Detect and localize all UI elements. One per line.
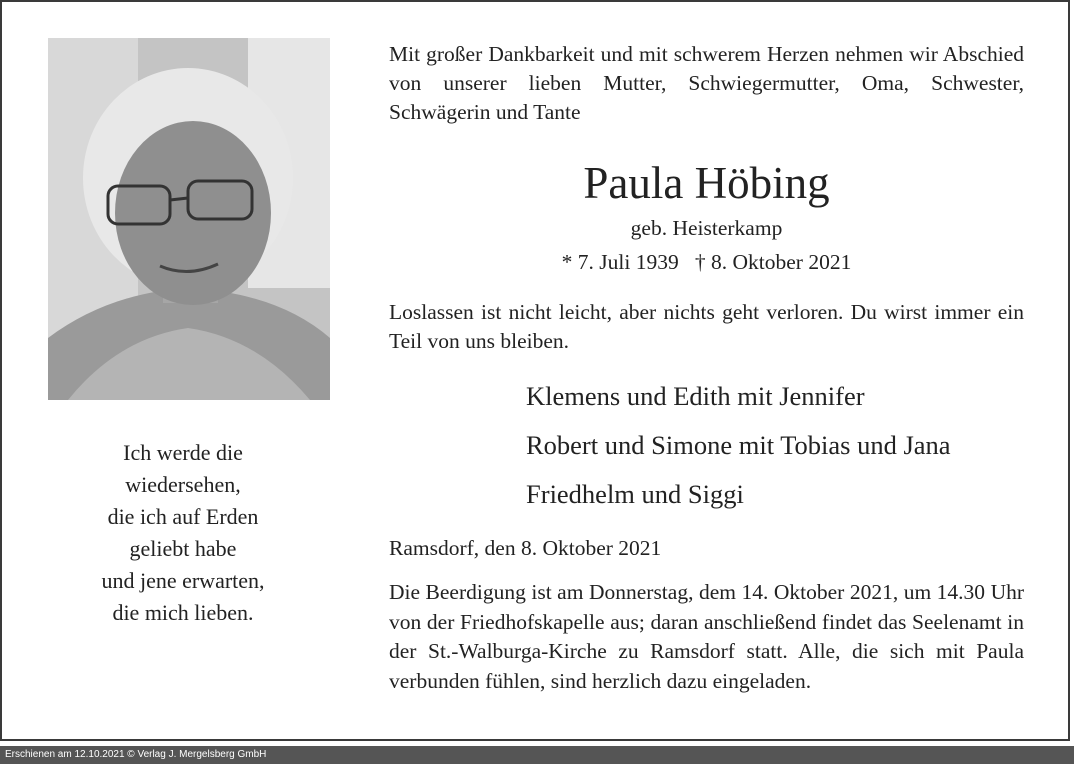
place-date: Ramsdorf, den 8. Oktober 2021 <box>389 536 662 560</box>
life-dates <box>389 248 1024 276</box>
quote-text: Loslassen ist nicht leicht, aber nichts geht verloren. Du wirst immer ein Teil von uns bleiben. <box>389 300 1024 353</box>
portrait-photo <box>48 38 330 400</box>
birth-date: * 7. Juli 1939 <box>561 250 679 274</box>
burial-info: Die Beerdigung ist am Donnerstag, dem 14. Oktober 2021, um 14.30 Uhr von der Friedhofskapelle aus; daran anschließend findet das Seelenamt in der St.-Walburga-Kirche zu Ramsdorf statt. Alle, die sich mit Paula verbunden fühlen, sind herzlich dazu eingeladen. <box>389 580 1024 693</box>
death-date: † 8. Oktober 2021 <box>694 250 852 274</box>
poem-line: die mich lieben. <box>112 600 254 625</box>
deceased-name: Paula Höbing <box>583 158 830 208</box>
poem-line: geliebt habe <box>129 536 237 561</box>
family-member: Robert und Simone mit Tobias und Jana <box>526 430 951 460</box>
family-member: Friedhelm und Siggi <box>526 479 744 509</box>
family-list <box>526 372 951 519</box>
poem-line: Ich werde die <box>123 440 243 465</box>
family-member: Klemens und Edith mit Jennifer <box>526 381 865 411</box>
poem-line: und jene erwarten, <box>101 568 265 593</box>
poem-line: die ich auf Erden <box>107 504 259 529</box>
intro-text: Mit großer Dankbarkeit und mit schwerem Herzen nehmen wir Abschied von unserer lieben Mutter, Schwiegermutter, Oma, Schwester, Schwägerin und Tante <box>389 42 1024 124</box>
maiden-name: geb. Heisterkamp <box>630 216 783 240</box>
poem-line: wiedersehen, <box>125 472 241 497</box>
footer-credit: Erschienen am 12.10.2021 © Verlag J. Mergelsberg GmbH <box>0 746 1074 764</box>
poem <box>48 437 318 629</box>
